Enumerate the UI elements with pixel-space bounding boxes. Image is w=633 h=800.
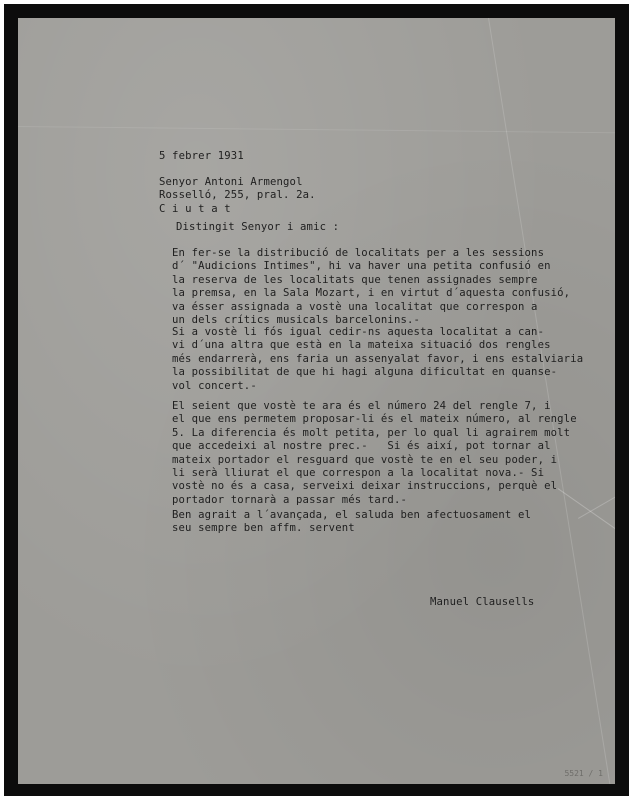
body-paragraph: En fer-se la distribució de localitats per a les sessions d´ "Audicions Intimes", hi va haver una petita confusió en la reserva de les localitats que tenen assignades sempre la premsa, en la Sala Mozart, i en virtut d´aquesta confusió, va ésser assignada a vostè una localitat que correspon a un dels crítics musicals barcelonins.-: [172, 247, 571, 327]
document-frame: [4, 4, 629, 796]
salutation: Distingit Senyor i amic :: [176, 221, 340, 233]
letter-page: [18, 18, 615, 784]
closing-paragraph: Ben agrait a l´avançada, el saluda ben afectuosament el seu sempre ben affm. servent: [172, 509, 532, 535]
paper-crease: [18, 126, 615, 133]
signature: Manuel Clausells: [430, 596, 535, 608]
archive-mark: 5521 / 1: [564, 769, 603, 778]
body-paragraph: El seient que vostè te ara és el número 24 del rengle 7, i el que ens permetem proposar-li és el mateix número, al rengle 5. La diferencia és molt petita, per lo qual li agrairem molt que accedeixi al nostre prec.- Si és així, pot tornar al mateix portador el resguard que vostè te en el seu poder, i li serà lliurat el que correspon a la localitat nova.- Si vostè no és a casa, serveixi deixar instruccions, perquè el portador tornarà a passar més tard.-: [172, 400, 577, 506]
letter-date: 5 febrer 1931: [159, 150, 244, 162]
recipient-address: Senyor Antoni Armengol Rosselló, 255, pral. 2a. C i u t a t: [159, 176, 316, 215]
body-paragraph: Si a vostè li fós igual cedir-ns aquesta localitat a can- vi d´una altra que està en la mateixa situació dos rengles més endarrerà, ens faria un assenyalat favor, i ens estalviaria la possibilitat de que hi hagi alguna dificultat en quanse- vol concert.-: [172, 326, 584, 392]
